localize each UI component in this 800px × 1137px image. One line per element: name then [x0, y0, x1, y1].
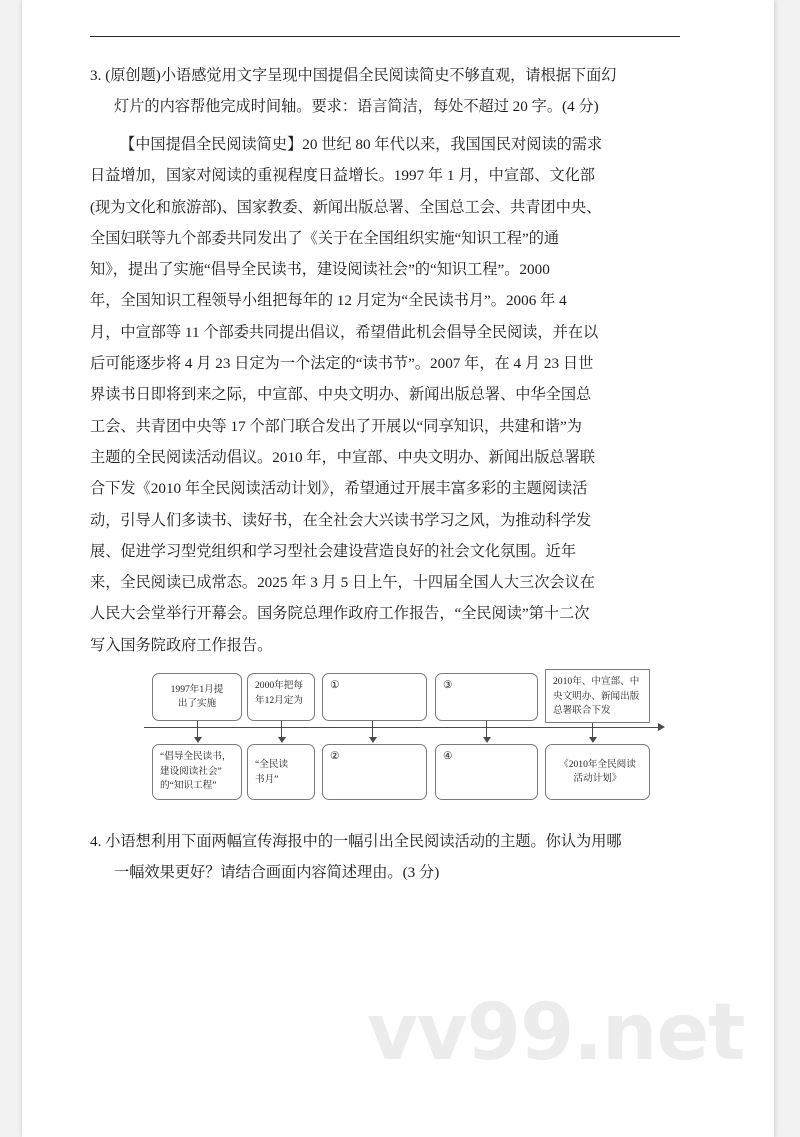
passage-line: 人民大会堂举行开幕会。国务院总理作政府工作报告，“全民阅读”第十二次 [90, 605, 590, 623]
timeline-blank-marker-1: ① [330, 680, 340, 691]
passage-line: 来，全民阅读已成常态。2025 年 3 月 5 日上午，十四届全国人大三次会议在 [90, 574, 595, 592]
timeline-box-line: 书月” [255, 773, 279, 785]
timeline-box-line: 建设阅读社会” [160, 765, 222, 777]
timeline-bottom-box-4[interactable] [435, 744, 538, 800]
question-3-line-2: 灯片的内容帮他完成时间轴。要求：语言简洁，每处不超过 20 字。(4 分) [114, 98, 599, 115]
timeline-blank-marker-3: ③ [443, 680, 453, 691]
passage-line: 日益增加，国家对阅读的重视程度日益增长。1997 年 1 月，中宣部、文化部 [90, 167, 595, 185]
timeline-blank-marker-2: ② [330, 751, 340, 762]
passage-line: 展、促进学习型党组织和学习型社会建设营造良好的社会文化氛围。近年 [90, 542, 576, 560]
timeline-top-box-4[interactable] [435, 673, 538, 721]
timeline-bottom-box-2[interactable] [247, 744, 315, 800]
timeline-top-box-3[interactable] [322, 673, 427, 721]
timeline-box-line: 年12月定为 [255, 694, 303, 706]
passage-line: 合下发《2010 年全民阅读活动计划》，希望通过开展丰富多彩的主题阅读活 [90, 480, 588, 498]
timeline-diagram [134, 668, 662, 816]
timeline-blank-marker-4: ④ [443, 751, 453, 762]
timeline-box-line: 2010年、中宣部、中 [553, 676, 640, 687]
timeline-axis-arrowhead-icon [658, 723, 665, 731]
timeline-box-line: 央文明办、新闻出版 [553, 690, 640, 702]
passage-body [90, 129, 694, 661]
timeline-box-line: “全民读 [255, 759, 289, 770]
question-3-prompt [90, 60, 694, 122]
document-page [22, 0, 774, 1137]
passage-line: 动，引导人们多读书、读好书，在全社会大兴读书学习之风，为推动科学发 [90, 511, 592, 529]
timeline-box-line: 1997年1月提 [170, 683, 224, 695]
passage-line: 知》，提出了实施“倡导全民读书，建设阅读社会”的“知识工程”。2000 [90, 261, 550, 279]
passage-line: 年，全国知识工程领导小组把每年的 12 月定为“全民读书月”。2006 年 4 [90, 292, 567, 310]
passage-line: 全国妇联等九个部委共同发出了《关于在全国组织实施“知识工程”的通 [90, 229, 560, 247]
timeline-down-arrow-icon-4 [483, 737, 491, 743]
timeline-box-line: 2000年把每 [255, 680, 303, 691]
timeline-top-box-2[interactable] [247, 673, 315, 721]
passage-line: 工会、共青团中央等 17 个部门联合发出了开展以“同享知识，共建和谐”为 [90, 417, 582, 435]
timeline-top-box-5[interactable] [545, 669, 650, 723]
passage-line: 主题的全民阅读活动倡议。2010 年，中宣部、中央文明办、新闻出版总署联 [90, 448, 595, 466]
passage-line: 后可能逐步将 4 月 23 日定为一个法定的“读书节”。2007 年，在 4 月 23 日世 [90, 355, 594, 373]
question-4-line-1: 4. 小语想利用下面两幅宣传海报中的一幅引出全民阅读活动的主题。你认为用哪 [90, 833, 622, 850]
timeline-box-line: 活动计划》 [573, 773, 622, 784]
timeline-box-line: “倡导全民读书， [160, 751, 232, 762]
timeline-down-arrow-icon-3 [369, 737, 377, 743]
passage-line: 月，中宣部等 11 个部委共同提出倡议，希望借此机会倡导全民阅读，并在以 [90, 323, 599, 341]
timeline-box-line: 《2010年全民阅读 [559, 758, 636, 770]
timeline-bottom-box-5[interactable] [545, 744, 650, 800]
timeline-bottom-box-3[interactable] [322, 744, 427, 800]
timeline-axis-line [144, 727, 662, 728]
timeline-box-line: 出了实施 [177, 698, 217, 709]
timeline-box-line: 总署联合下发 [553, 705, 611, 716]
passage-line: (现为文化和旅游部)、国家教委、新闻出版总署、全国总工会、共青团中央、 [90, 198, 602, 216]
passage-line: 界读书日即将到来之际，中宣部、中央文明办、新闻出版总署、中华全国总 [90, 386, 592, 404]
timeline-down-arrow-icon-1 [194, 737, 202, 743]
passage-line: 【中国提倡全民阅读简史】20 世纪 80 年代以来，我国国民对阅读的需求 [120, 136, 603, 153]
question-3-line-1: 3. (原创题)小语感觉用文字呈现中国提倡全民阅读简史不够直观，请根据下面幻 [90, 67, 617, 84]
timeline-bottom-box-1[interactable] [152, 744, 242, 800]
site-watermark: vv99.net [367, 988, 745, 1078]
question-4-line-2: 一幅效果更好？请结合画面内容简述理由。(3 分) [114, 864, 440, 881]
timeline-down-arrow-icon-2 [278, 737, 286, 743]
timeline-top-box-1[interactable] [152, 673, 242, 721]
header-rule [90, 36, 680, 37]
timeline-box-line: 的“知识工程” [160, 780, 217, 791]
timeline-down-arrow-icon-5 [589, 737, 597, 743]
passage-line: 写入国务院政府工作报告。 [90, 636, 273, 654]
question-4-prompt [90, 826, 694, 888]
